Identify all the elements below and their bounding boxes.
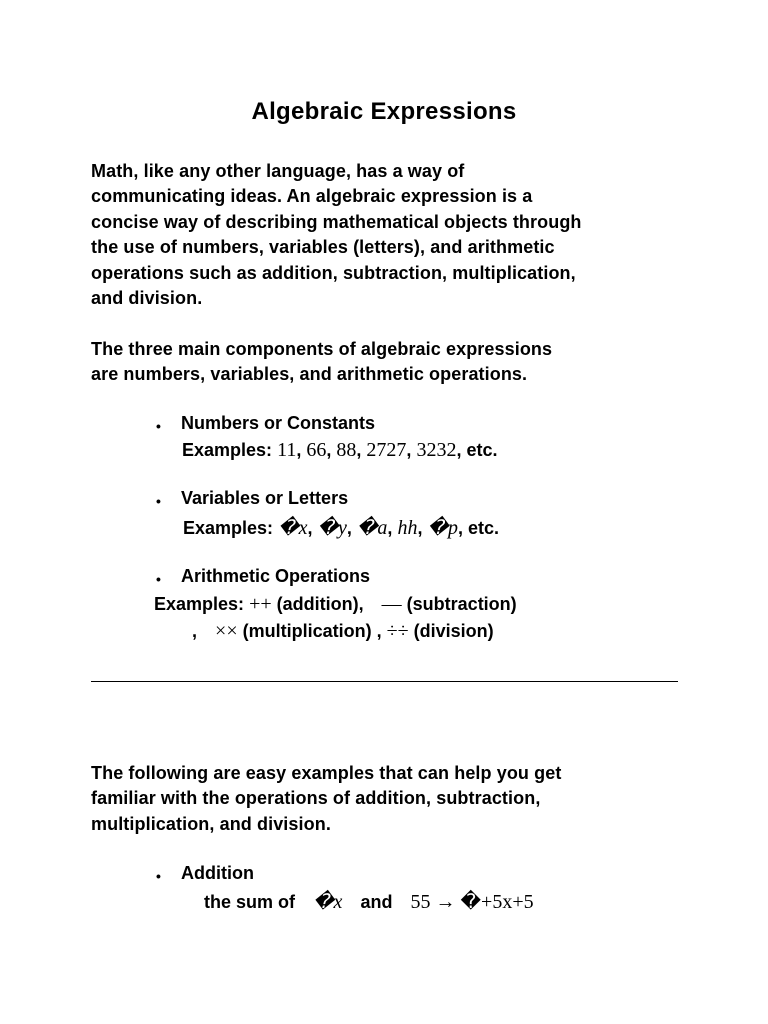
numbers-examples xyxy=(182,436,497,464)
horizontal-rule xyxy=(91,681,678,682)
comma: , xyxy=(346,518,352,538)
comma: , xyxy=(307,518,313,538)
examples-intro-paragraph xyxy=(91,761,691,837)
examples-intro-line: The following are easy examples that can help you get xyxy=(91,763,562,783)
examples-label: Examples: xyxy=(183,518,274,538)
comma: , xyxy=(417,518,423,538)
minus-symbol: — xyxy=(381,593,402,615)
addition-prefix: the sum of xyxy=(204,892,296,912)
arrow-icon: → xyxy=(435,891,456,913)
intro-line: the use of numbers, variables (letters), and arithmetic xyxy=(91,237,555,258)
etc-text: , etc. xyxy=(458,518,500,538)
multiplication-text: (multiplication) , xyxy=(242,621,382,641)
components-line: The three main components of algebraic expressions xyxy=(91,339,553,359)
division-text: (division) xyxy=(413,621,494,641)
variables-label: Variables or Letters xyxy=(181,488,349,508)
numbers-label: Numbers or Constants xyxy=(181,413,376,433)
addition-label: Addition xyxy=(181,863,254,883)
bullet-numbers: • xyxy=(156,418,161,434)
components-paragraph xyxy=(91,337,691,388)
divide-symbol: ÷÷ xyxy=(386,620,409,642)
variable-value: �p xyxy=(427,517,458,539)
operations-examples-line-1 xyxy=(154,590,517,618)
subtraction-text: (subtraction) xyxy=(406,594,517,614)
bullet-addition: • xyxy=(156,868,161,884)
addition-text: (addition), xyxy=(276,594,364,614)
number-value: 66 xyxy=(306,439,327,461)
variables-examples xyxy=(183,514,499,542)
comma: , xyxy=(192,621,198,641)
bullet-variables: • xyxy=(156,493,161,509)
etc-text: , etc. xyxy=(456,440,498,460)
intro-line: and division. xyxy=(91,288,203,309)
and-text: and xyxy=(360,892,393,912)
comma: , xyxy=(356,440,362,460)
examples-label: Examples: xyxy=(182,440,273,460)
addition-variable: �x xyxy=(313,891,343,913)
comma: , xyxy=(387,518,393,538)
comma: , xyxy=(406,440,412,460)
plus-symbol: ++ xyxy=(249,593,272,615)
addition-result: �+5x+5 xyxy=(460,891,534,913)
times-symbol: ×× xyxy=(215,620,238,642)
operations-examples-line-2 xyxy=(192,617,494,645)
variable-value: �y xyxy=(317,517,347,539)
comma: , xyxy=(326,440,332,460)
intro-line: Math, like any other language, has a way of xyxy=(91,161,465,181)
number-value: 88 xyxy=(336,439,357,461)
addition-example xyxy=(204,888,534,916)
intro-paragraph xyxy=(91,159,691,311)
intro-line: operations such as addition, subtraction, multiplication, xyxy=(91,262,576,283)
intro-line: communicating ideas. An algebraic expression is a xyxy=(91,186,533,207)
components-line: are numbers, variables, and arithmetic operations. xyxy=(91,364,528,385)
number-value: 3232 xyxy=(416,439,457,461)
variable-value: �x xyxy=(278,517,308,539)
bullet-operations: • xyxy=(156,571,161,587)
examples-label: Examples: xyxy=(154,594,245,614)
addition-number: 55 xyxy=(410,891,431,913)
examples-intro-line: familiar with the operations of addition, subtraction, xyxy=(91,788,541,809)
variable-value: �a xyxy=(356,517,388,539)
variable-value: hh xyxy=(397,517,418,539)
examples-intro-line: multiplication, and division. xyxy=(91,813,331,834)
number-value: 2727 xyxy=(366,439,407,461)
intro-line: concise way of describing mathematical objects through xyxy=(91,211,582,232)
comma: , xyxy=(296,440,302,460)
operations-label: Arithmetic Operations xyxy=(181,566,371,586)
page-title: Algebraic Expressions xyxy=(251,98,517,125)
number-value: 11 xyxy=(277,439,297,461)
